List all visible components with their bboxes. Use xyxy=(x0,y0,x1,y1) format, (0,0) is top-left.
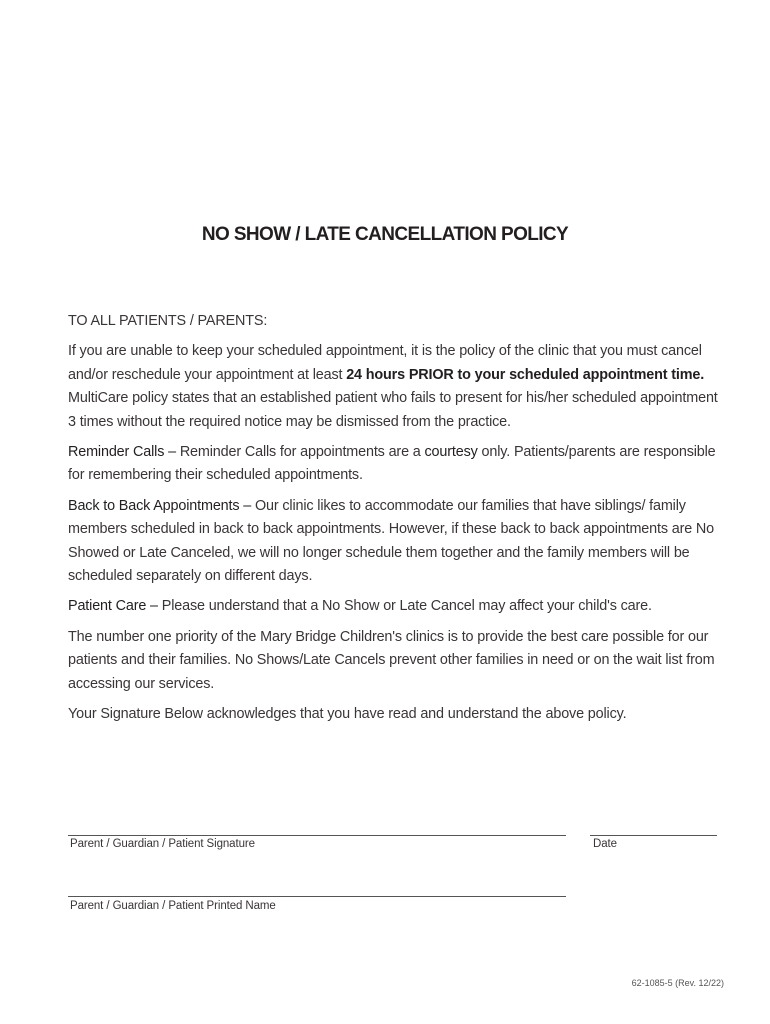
back-to-back-lead: Back to Back Appointments – xyxy=(68,497,252,514)
date-field[interactable] xyxy=(590,835,717,836)
signature-label: Parent / Guardian / Patient Signature xyxy=(70,838,255,850)
reminder-text-1: Reminder Calls for appointments are a xyxy=(175,444,425,461)
form-number: 62-1085-5 (Rev. 12/22) xyxy=(631,978,724,988)
back-to-back-text: Our clinic likes to accommodate our families that have siblings/ family members scheduled in back to back appointments. However, if these back to back appointments are No Showed or Late Canceled, we will no longer schedule them together and the family members will be scheduled separately on different days. xyxy=(68,497,715,585)
back-to-back-paragraph xyxy=(68,495,718,589)
intro-text-2: MultiCare policy states that an established patient who fails to present for his/her scheduled appointment 3 times without the required notice may be dismissed from the practice. xyxy=(68,390,718,430)
salutation: TO ALL PATIENTS / PARENTS: xyxy=(68,313,268,329)
reminder-emphasis: courtesy xyxy=(424,444,478,461)
reminder-text-2: only. Patients/parents are responsible for remembering their scheduled appointments. xyxy=(68,444,716,484)
intro-bold-text: 24 hours PRIOR to your scheduled appointment time. xyxy=(346,366,705,383)
acknowledgement-paragraph: Your Signature Below acknowledges that you have read and understand the above policy. xyxy=(68,706,627,723)
printed-name-label: Parent / Guardian / Patient Printed Name xyxy=(70,900,276,912)
printed-name-field[interactable] xyxy=(68,896,566,897)
reminder-paragraph xyxy=(68,441,718,488)
priority-paragraph: The number one priority of the Mary Bridge Children's clinics is to provide the best care possible for our patients and their families. No Shows/Late Cancels prevent other families in need or on the wait list from accessing our services. xyxy=(68,628,715,692)
patient-care-lead: Patient Care – xyxy=(68,598,158,615)
intro-paragraph xyxy=(68,340,718,434)
document-title: NO SHOW / LATE CANCELLATION POLICY xyxy=(201,224,569,245)
intro-text-1: If you are unable to keep your scheduled appointment, it is the policy of the clinic that you must cancel and/or reschedule your appointment at least xyxy=(68,343,702,383)
patient-care-paragraph xyxy=(68,595,718,618)
policy-body xyxy=(68,310,718,734)
reminder-lead: Reminder Calls – xyxy=(68,444,176,461)
patient-care-text: Please understand that a No Show or Late Cancel may affect your child's care. xyxy=(157,598,652,615)
signature-field[interactable] xyxy=(68,835,566,836)
date-label: Date xyxy=(593,838,617,850)
